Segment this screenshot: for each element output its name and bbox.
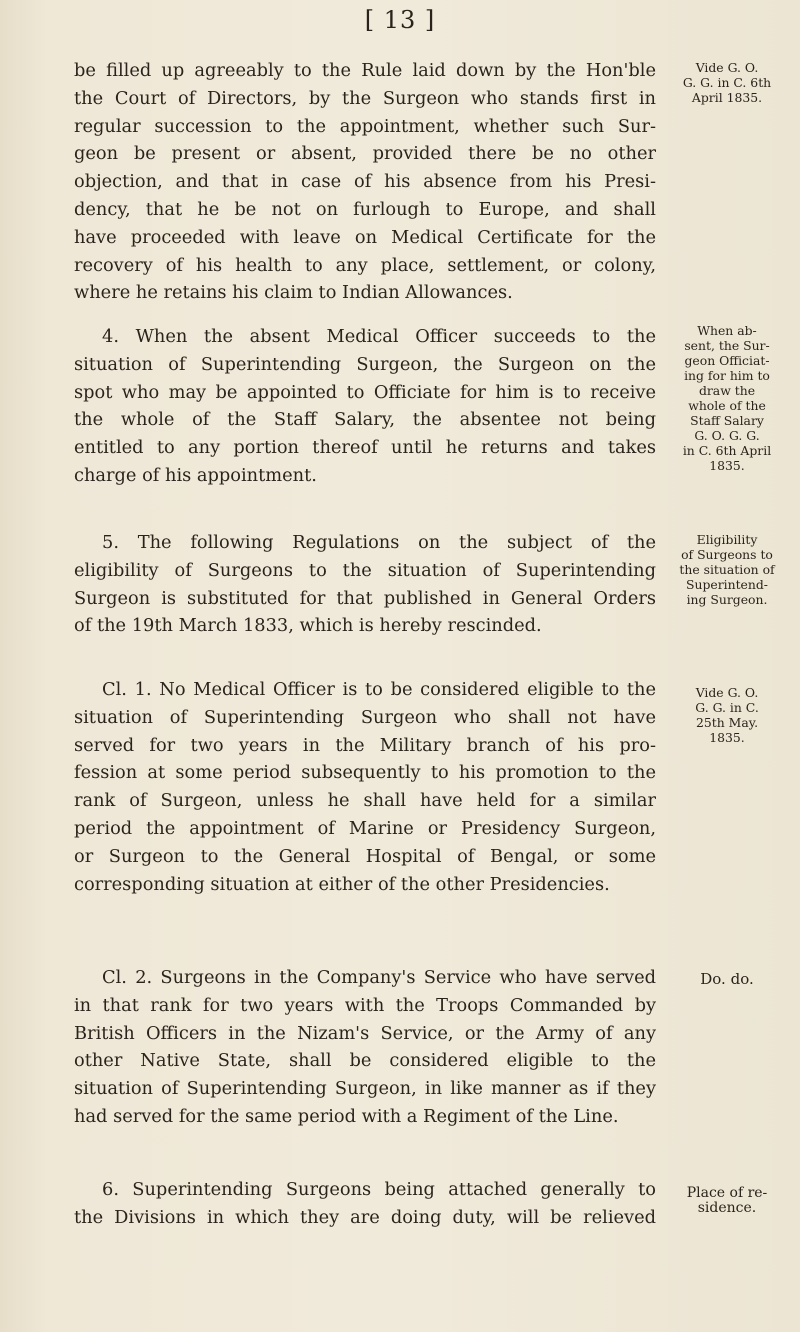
text-line: 5. The following Regulations on the subject of the [102,532,656,553]
margin-note [664,323,790,473]
margin-line: April 1835. [691,90,763,105]
text-line: objection, and that in case of his absence from his Presi- [74,171,656,193]
text-line: spot who may be appointed to Officiate for him is to receive [74,381,656,403]
text-line: in that rank for two years with the Troops Commanded by [74,994,656,1016]
margin-line: Do. do. [700,970,754,988]
text-line: the Court of Directors, by the Surgeon who stands first in [74,87,656,109]
margin-line: Superintend- [685,577,768,592]
text-line: the Divisions in which they are doing duty, will be relieved [74,1206,656,1228]
text-line: 6. Superintending Surgeons being attached generally to [102,1179,656,1200]
clause-1 [74,676,656,898]
margin-note [664,1186,790,1216]
margin-line: the situation of [679,562,775,577]
text-line: geon be present or absent, provided there be no other [74,143,656,165]
margin-line: draw the [698,383,756,398]
margin-line: G. O. G. G. [694,428,760,443]
text-line: have proceeded with leave on Medical Certificate for the [74,226,656,248]
text-line: recovery of his health to any place, settlement, or colony, [74,254,656,276]
margin-line: of Surgeons to [681,547,773,562]
text-line: served for two years in the Military branch of his pro- [74,734,656,756]
margin-line: G. G. in C. 6th [682,75,772,90]
text-line: British Officers in the Nizam's Service, or the Army of any [74,1022,656,1044]
text-line: be filled up agreeably to the Rule laid down by the Hon'ble [74,60,656,81]
text-line: Cl. 1. No Medical Officer is to be considered eligible to the [102,679,656,700]
text-line: corresponding situation at either of the other Presidencies. [74,873,610,895]
text-line: Cl. 2. Surgeons in the Company's Service who have served [102,967,656,988]
page-header: [ 13 ] [364,6,436,34]
margin-line: G. G. in C. [695,700,759,715]
margin-line: Place of re- [686,1185,768,1201]
text-line: situation of Superintending Surgeon, the Surgeon on the [74,353,656,375]
margin-line: sent, the Sur- [684,338,770,353]
text-line: 4. When the absent Medical Officer succeeds to the [102,326,656,347]
text-line: entitled to any portion thereof until he returns and takes [74,437,656,459]
text-line: period the appointment of Marine or Presidency Surgeon, [74,817,656,839]
text-line: rank of Surgeon, unless he shall have held for a similar [74,790,656,812]
text-line: regular succession to the appointment, whether such Sur- [74,115,656,137]
paragraph-continuation [74,57,656,307]
margin-line: Vide G. O. [695,60,759,75]
text-line: the whole of the Staff Salary, the absentee not being [74,409,656,431]
margin-note [664,685,790,745]
clause-2 [74,964,656,1131]
margin-note [664,532,790,607]
margin-line: Vide G. O. [695,685,759,700]
margin-line: 25th May. [695,715,759,730]
text-line: situation of Superintending Surgeon, in like manner as if they [74,1078,656,1100]
paragraph-5 [74,529,656,640]
margin-line: ing Surgeon. [686,592,768,607]
text-line: dency, that he be not on furlough to Europe, and shall [74,198,656,220]
text-line: situation of Superintending Surgeon who shall not have [74,706,656,728]
margin-line: in C. 6th April [682,443,772,458]
margin-note [664,60,790,105]
text-line: eligibility of Surgeons to the situation of Superintending [74,559,656,581]
text-line: or Surgeon to the General Hospital of Bengal, or some [74,845,656,867]
paragraph-6 [74,1176,656,1232]
text-line: of the 19th March 1833, which is hereby rescinded. [74,615,542,637]
margin-line: sidence. [697,1200,757,1216]
margin-line: 1835. [709,458,745,473]
text-line: had served for the same period with a Regiment of the Line. [74,1105,619,1127]
margin-note [664,972,790,987]
margin-line: ing for him to [684,368,770,383]
text-line: charge of his appointment. [74,464,317,486]
text-line: other Native State, shall be considered eligible to the [74,1050,656,1072]
margin-line: Staff Salary [690,413,764,428]
margin-line: whole of the [688,398,766,413]
margin-line: When ab- [697,323,757,338]
text-line: where he retains his claim to Indian Allowances. [74,282,513,304]
text-line: fession at some period subsequently to his promotion to the [74,762,656,784]
paragraph-4 [74,323,656,490]
margin-line: geon Officiat- [684,353,770,368]
margin-line: 1835. [709,730,745,745]
margin-line: Eligibility [696,532,758,547]
text-line: Surgeon is substituted for that published in General Orders [74,587,656,609]
